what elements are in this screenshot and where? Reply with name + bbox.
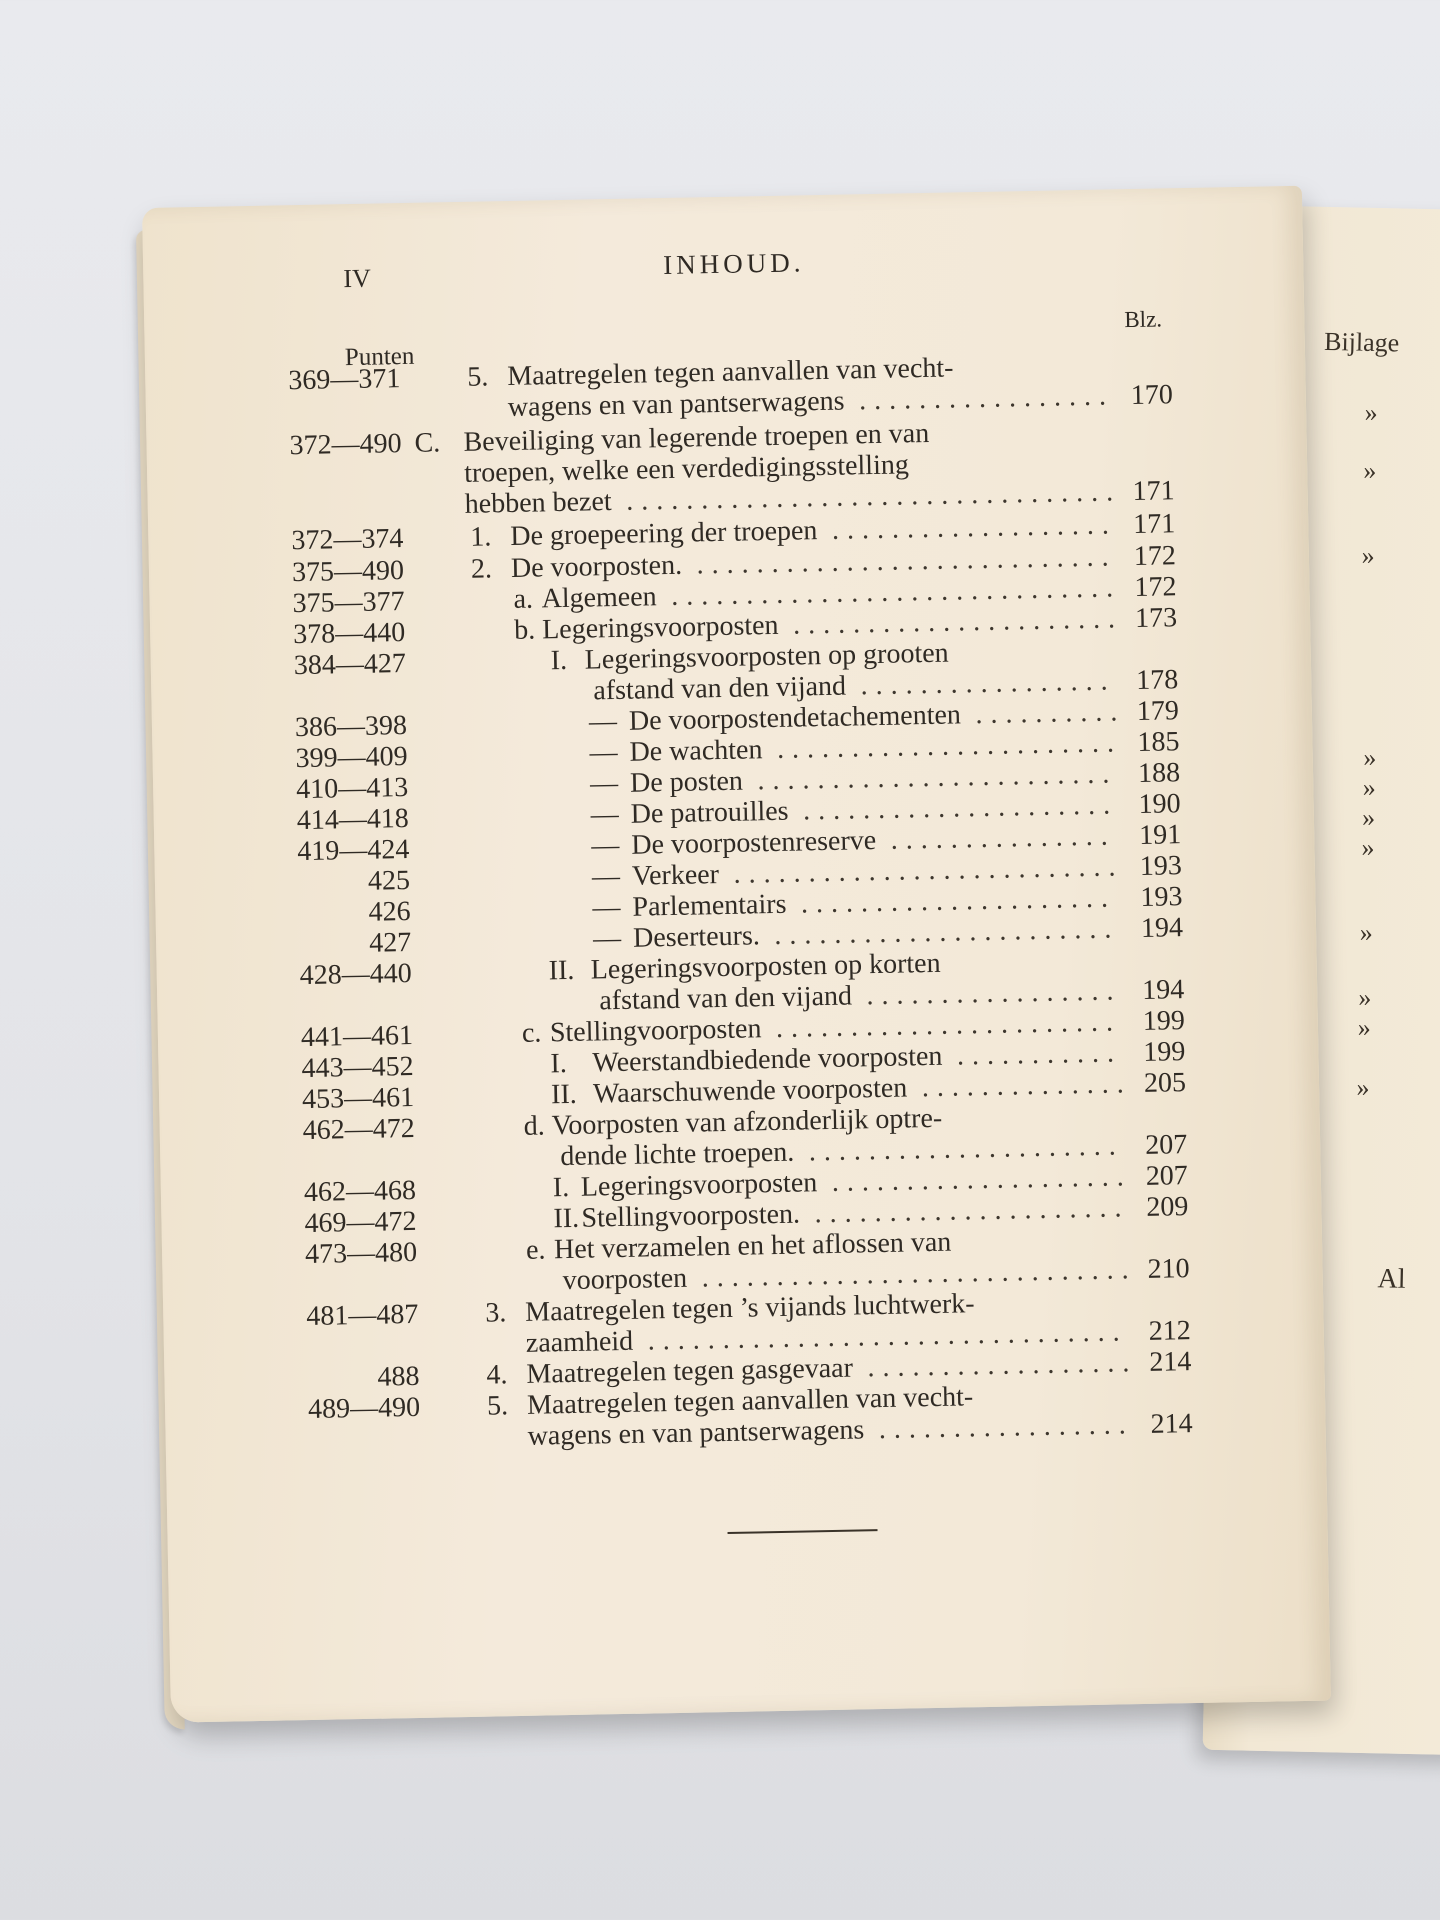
toc-number: II. bbox=[550, 1078, 578, 1111]
ditto-mark: » bbox=[1363, 455, 1377, 486]
toc-points: 489—490 bbox=[307, 1391, 421, 1426]
toc-number: — bbox=[591, 860, 621, 893]
page-number: IV bbox=[343, 263, 372, 294]
toc-points: 426 bbox=[368, 895, 411, 928]
ditto-mark: » bbox=[1362, 772, 1377, 803]
toc-number: — bbox=[590, 798, 620, 831]
toc-title: De voorpostendetachementen bbox=[628, 699, 962, 737]
toc-title: Legeringsvoorposten bbox=[580, 1167, 818, 1203]
toc-title: De voorposten. bbox=[510, 549, 683, 584]
toc-points: 375—377 bbox=[292, 586, 405, 620]
toc-points: 443—452 bbox=[301, 1050, 414, 1085]
toc-title: Maatregelen tegen gasgevaar bbox=[526, 1352, 854, 1390]
toc-title: Deserteurs. bbox=[632, 920, 761, 954]
toc-title: zaamheid bbox=[525, 1325, 634, 1359]
toc-points: 462—472 bbox=[302, 1112, 416, 1147]
toc-title: Algemeen bbox=[541, 581, 657, 615]
toc-number: b. bbox=[513, 614, 536, 646]
points-column-label: Punten bbox=[344, 342, 415, 372]
toc-title: Voorposten van afzonderlijk optre- bbox=[551, 1102, 943, 1142]
ditto-mark: » bbox=[1361, 832, 1375, 863]
toc-page: 191 bbox=[1138, 819, 1182, 851]
toc-page: 205 bbox=[1143, 1067, 1187, 1099]
toc-number: I. bbox=[550, 1048, 568, 1080]
toc-leader-dots: .......... bbox=[975, 696, 1126, 731]
toc-page: 209 bbox=[1146, 1191, 1189, 1223]
toc-page: 194 bbox=[1140, 912, 1184, 944]
toc-page: 207 bbox=[1145, 1160, 1189, 1192]
toc-page: 179 bbox=[1136, 695, 1180, 727]
toc-points: 375—490 bbox=[291, 555, 405, 589]
toc-leader-dots: .............. bbox=[921, 1068, 1133, 1104]
ditto-mark: » bbox=[1361, 540, 1375, 570]
toc-leader-dots: ..................... bbox=[800, 882, 1117, 920]
toc-page: 172 bbox=[1134, 571, 1177, 604]
toc-title: Legeringsvoorposten bbox=[541, 609, 779, 646]
toc-number: C. bbox=[414, 427, 441, 459]
toc-points: 469—472 bbox=[304, 1205, 417, 1240]
toc-title: wagens en van pantserwagens bbox=[507, 385, 845, 424]
toc-leader-dots: ................. bbox=[858, 380, 1115, 417]
toc-page: 193 bbox=[1140, 881, 1183, 913]
toc-page: 188 bbox=[1137, 757, 1181, 789]
toc-number: 1. bbox=[470, 521, 492, 553]
toc-title: afstand van den vijand bbox=[599, 980, 853, 1017]
ditto-mark: » bbox=[1357, 1012, 1372, 1043]
toc-leader-dots: .......................... bbox=[733, 851, 1124, 890]
toc-title: voorposten bbox=[562, 1262, 688, 1297]
toc-points: 384—427 bbox=[293, 648, 407, 682]
toc-title: Waarschuwende voorposten bbox=[592, 1072, 908, 1110]
toc-page: 199 bbox=[1142, 1005, 1186, 1037]
toc-title: Maatregelen tegen aanvallen van vecht- bbox=[526, 1381, 974, 1421]
partial-word: Al bbox=[1377, 1263, 1406, 1295]
toc-title: Beveiliging van legerende troepen en van bbox=[463, 417, 930, 458]
toc-leader-dots: ................... bbox=[831, 509, 1118, 546]
toc-points: 414—418 bbox=[296, 802, 410, 837]
toc-points: 378—440 bbox=[292, 617, 406, 651]
toc-number: 4. bbox=[486, 1359, 508, 1391]
ditto-mark: » bbox=[1364, 397, 1378, 428]
toc-title: afstand van den vijand bbox=[593, 670, 847, 707]
toc-title: dende lichte troepen. bbox=[559, 1136, 795, 1173]
toc-page: 171 bbox=[1132, 475, 1175, 508]
toc-page: 199 bbox=[1143, 1036, 1186, 1068]
toc-points: 425 bbox=[367, 864, 411, 897]
toc-points: 453—461 bbox=[301, 1081, 415, 1116]
toc-number: 5. bbox=[467, 361, 489, 393]
toc-leader-dots: ........... bbox=[956, 1037, 1123, 1072]
toc-title: Het verzamelen en het aflossen van bbox=[553, 1226, 952, 1266]
toc-points: 462—468 bbox=[303, 1174, 417, 1209]
toc-leader-dots: .................. bbox=[867, 1347, 1138, 1384]
toc-points: 441—461 bbox=[300, 1019, 414, 1054]
toc-points: 399—409 bbox=[295, 741, 408, 775]
toc-number: — bbox=[589, 767, 619, 800]
toc-points: 386—398 bbox=[294, 710, 408, 744]
toc-number: — bbox=[588, 705, 618, 738]
toc-page: 214 bbox=[1149, 1346, 1192, 1378]
toc-title: hebben bezet bbox=[464, 486, 612, 520]
toc-number: II. bbox=[548, 954, 575, 987]
toc-points: 372—374 bbox=[291, 523, 404, 557]
toc-page: 193 bbox=[1139, 850, 1183, 882]
toc-number: I. bbox=[552, 1171, 570, 1204]
toc-number: d. bbox=[523, 1110, 545, 1142]
toc-points: 410—413 bbox=[295, 771, 409, 806]
toc-title: troepen, welke een verdedigingsstelling bbox=[463, 449, 910, 489]
toc-title: Parlementairs bbox=[632, 888, 787, 923]
toc-page: 172 bbox=[1133, 540, 1177, 573]
toc-leader-dots: ...................... bbox=[792, 603, 1124, 641]
toc-number: I. bbox=[550, 644, 568, 677]
toc-page: 173 bbox=[1134, 602, 1178, 635]
ditto-mark: » bbox=[1363, 742, 1377, 773]
toc-leader-dots: ....................... bbox=[776, 727, 1123, 765]
toc-title: De posten bbox=[629, 765, 744, 799]
toc-leader-dots: ............................. bbox=[701, 1254, 1137, 1294]
toc-title: Stellingvoorposten. bbox=[581, 1198, 801, 1234]
toc-title: De voorpostenreserve bbox=[631, 825, 877, 861]
toc-title: Verkeer bbox=[631, 859, 720, 892]
toc-leader-dots: ..................... bbox=[808, 1130, 1125, 1168]
toc-title: Maatregelen tegen aanvallen van vecht- bbox=[507, 352, 954, 393]
toc-page: 207 bbox=[1144, 1129, 1188, 1161]
toc-leader-dots: ................................ bbox=[647, 1316, 1128, 1357]
toc-number: — bbox=[592, 891, 621, 924]
book-page bbox=[142, 186, 1331, 1723]
toc-number: 3. bbox=[484, 1297, 507, 1329]
toc-page: 194 bbox=[1141, 974, 1185, 1006]
toc-number: — bbox=[592, 922, 622, 955]
toc-points: 372—490 bbox=[289, 428, 402, 462]
ditto-mark: » bbox=[1361, 802, 1376, 833]
toc-page: 190 bbox=[1138, 788, 1181, 820]
toc-page: 170 bbox=[1130, 379, 1174, 412]
toc-page: 178 bbox=[1135, 664, 1179, 696]
end-rule bbox=[728, 1529, 878, 1534]
toc-leader-dots: .............................. bbox=[670, 572, 1122, 612]
toc-leader-dots: ............................ bbox=[696, 541, 1117, 581]
toc-leader-dots: ..................... bbox=[814, 1192, 1130, 1230]
toc-title: Legeringsvoorposten op korten bbox=[590, 947, 941, 986]
toc-points: 428—440 bbox=[299, 957, 413, 992]
toc-number: 5. bbox=[486, 1390, 509, 1422]
toc-number: — bbox=[589, 736, 618, 769]
toc-points: 473—480 bbox=[304, 1236, 418, 1271]
toc-title: De patrouilles bbox=[630, 795, 789, 830]
toc-leader-dots: ................. bbox=[866, 975, 1122, 1012]
toc-points: 488 bbox=[377, 1360, 420, 1393]
toc-title: De wachten bbox=[629, 734, 763, 768]
toc-number: — bbox=[591, 829, 620, 862]
toc-points: 427 bbox=[368, 926, 412, 959]
toc-number: II. bbox=[553, 1202, 580, 1235]
toc-page: 171 bbox=[1132, 508, 1176, 541]
ditto-mark: » bbox=[1359, 917, 1374, 948]
toc-number: a. bbox=[513, 583, 534, 615]
toc-page: 185 bbox=[1137, 726, 1180, 758]
toc-number: c. bbox=[521, 1017, 542, 1049]
toc-title: wagens en van pantserwagens bbox=[527, 1414, 865, 1452]
toc-leader-dots: ....................... bbox=[775, 1006, 1122, 1044]
toc-title: Weerstandbiedende voorposten bbox=[592, 1040, 943, 1079]
toc-title: Legeringsvoorposten op grooten bbox=[584, 637, 949, 676]
toc-number: e. bbox=[525, 1234, 546, 1266]
ditto-mark: » bbox=[1358, 982, 1372, 1013]
toc-leader-dots: .................... bbox=[831, 1161, 1133, 1198]
toc-points: 481—487 bbox=[306, 1298, 419, 1333]
toc-title: De groepeering der troepen bbox=[510, 515, 818, 552]
toc-leader-dots: ................. bbox=[860, 665, 1116, 702]
toc-leader-dots: ....................... bbox=[774, 913, 1120, 951]
toc-leader-dots: ..................... bbox=[802, 789, 1119, 827]
ditto-mark: » bbox=[1356, 1072, 1370, 1103]
toc-number: 2. bbox=[470, 553, 493, 585]
bijlage-label: Bijlage bbox=[1323, 326, 1400, 358]
toc-title: Stellingvoorposten bbox=[549, 1013, 762, 1049]
toc-leader-dots: ................................. bbox=[625, 476, 1122, 517]
toc-page: 212 bbox=[1148, 1315, 1192, 1347]
toc-page: 214 bbox=[1150, 1408, 1193, 1440]
toc-leader-dots: ........................ bbox=[757, 758, 1118, 797]
page-column-label: Blz. bbox=[1124, 306, 1163, 333]
toc-title: Maatregelen tegen ’s vijands luchtwerk- bbox=[524, 1288, 975, 1328]
toc-leader-dots: ............... bbox=[890, 820, 1117, 856]
toc-leader-dots: ................. bbox=[878, 1409, 1135, 1446]
page-heading: INHOUD. bbox=[662, 247, 805, 281]
toc-points: 369—371 bbox=[288, 363, 401, 397]
toc-page: 210 bbox=[1147, 1253, 1190, 1285]
toc-points: 419—424 bbox=[297, 833, 410, 868]
